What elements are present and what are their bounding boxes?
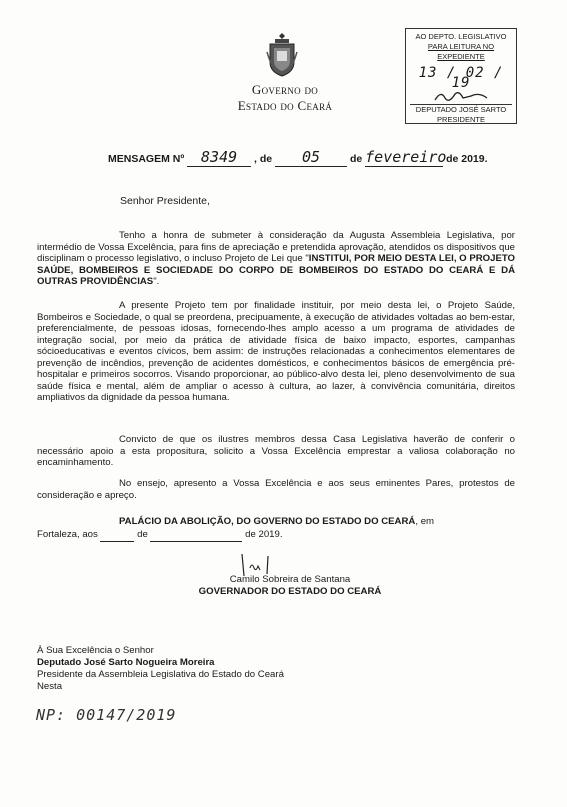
palacio-after: , em bbox=[415, 516, 435, 527]
addressee-line3: Presidente da Assembleia Legislativa do Estado do Ceará bbox=[37, 669, 284, 680]
month-blank bbox=[150, 528, 242, 542]
addressee-block bbox=[37, 645, 284, 693]
mensagem-label: MENSAGEM Nº bbox=[108, 153, 185, 165]
palacio-city: Fortaleza, aos bbox=[37, 529, 98, 540]
mensagem-number: 8349 bbox=[187, 148, 251, 167]
palacio-bold: PALÁCIO DA ABOLIÇÃO, DO GOVERNO DO ESTADO DO CEARÁ bbox=[119, 516, 416, 527]
paragraph-1 bbox=[37, 230, 515, 288]
receipt-stamp bbox=[405, 28, 517, 124]
p1-end: ". bbox=[153, 276, 160, 287]
p1-text: Tenho a honra de submeter à consideração da Augusta Assembleia Legislativa, por intermédio de Vossa Excelência, para fins de apreciação e pretendida aprovação, atendidos os dispositivos que disciplinam o processo legislativo, o incluso Projeto de Lei que " bbox=[37, 230, 515, 264]
mensagem-de2: de bbox=[349, 153, 363, 165]
paragraph-2 bbox=[37, 300, 515, 404]
stamp-signer: DEPUTADO JOSÉ SARTO bbox=[410, 104, 512, 115]
day-blank bbox=[100, 528, 134, 542]
palacio-de: de bbox=[137, 529, 148, 540]
stamp-role: PRESIDENTE bbox=[437, 115, 485, 124]
mensagem-de1: , de bbox=[254, 153, 273, 165]
paragraph-3 bbox=[37, 434, 515, 469]
state-coat-of-arms-icon bbox=[266, 32, 298, 78]
addressee-line2: Deputado José Sarto Nogueira Moreira bbox=[37, 657, 215, 668]
paragraph-4 bbox=[37, 478, 515, 501]
p3-text: Convicto de que os ilustres membros dessa Casa Legislativa haverão de conferir o necessário apoio a esta propositura, solicito a Vossa Excelência emprestar a valiosa colaboração no encaminhamento. bbox=[37, 434, 515, 468]
addressee-line4: Nesta bbox=[37, 681, 63, 692]
header-estado: Estado do Ceará bbox=[237, 98, 333, 113]
palacio-year: de 2019. bbox=[245, 529, 283, 540]
mensagem-month: fevereiro bbox=[365, 148, 447, 166]
stamp-line2: PARA LEITURA NO EXPEDIENTE bbox=[427, 42, 495, 61]
governor-name: Camilo Sobreira de Santana bbox=[229, 574, 351, 585]
mensagem-day: 05 bbox=[275, 148, 347, 167]
p1-bold: INSTITUI, POR MEIO DESTA LEI, O PROJETO SAÚDE, BOMBEIROS E SOCIEDADE DO CORPO DE BOMBEIROS DO ESTADO DO CEARÁ E DÁ OUTRAS PROVIDÊNCIAS bbox=[37, 253, 515, 287]
salutation: Senhor Presidente, bbox=[120, 195, 210, 207]
p4-text: No ensejo, apresento a Vossa Excelência e aos seus eminentes Pares, protestos de consideração e apreço. bbox=[37, 478, 515, 501]
header-governo: Governo do bbox=[251, 82, 319, 97]
governor-title: GOVERNADOR DO ESTADO DO CEARÁ bbox=[198, 586, 382, 597]
palacio-block bbox=[37, 515, 515, 542]
addressee-line1: À Sua Excelência o Senhor bbox=[37, 645, 154, 656]
handwritten-protocol-number: NP: 00147/2019 bbox=[36, 706, 177, 724]
stamp-date: 13 / 02 / 19 bbox=[418, 65, 504, 91]
mensagem-line bbox=[108, 148, 488, 167]
mensagem-year: de 2019. bbox=[446, 153, 488, 165]
p2-text: A presente Projeto tem por finalidade instituir, por meio desta lei, o Projeto Saúde, Bombeiros e Sociedade, o qual se preordena, precipuamente, à execução de atividades voltadas ao bem-estar, preferencialmente, de pessoas idosas, fornecendo-lhes amplo acesso a um programa de atividades de integração social, por meio da prática de atividade física de baixo impacto, esportes, campanhas sócioeducativas e eventos cívicos, bem assim: de instruções relacionadas a conhecimentos elementares de prevenção de incêndios, prevenção de acidentes domésticos, e conhecimentos básicos de emergência pré-hospitalar e primeiros socorros. Visando proporcionar, ao público-alvo desta lei, pleno desenvolvimento de sua saúde física e mental, além de ampliar o acesso à cultura, ao lazer, à convivência comunitária, direitos ampliativos da dignidade da pessoa humana. bbox=[37, 300, 515, 403]
stamp-line1: AO DEPTO. LEGISLATIVO bbox=[415, 32, 507, 41]
